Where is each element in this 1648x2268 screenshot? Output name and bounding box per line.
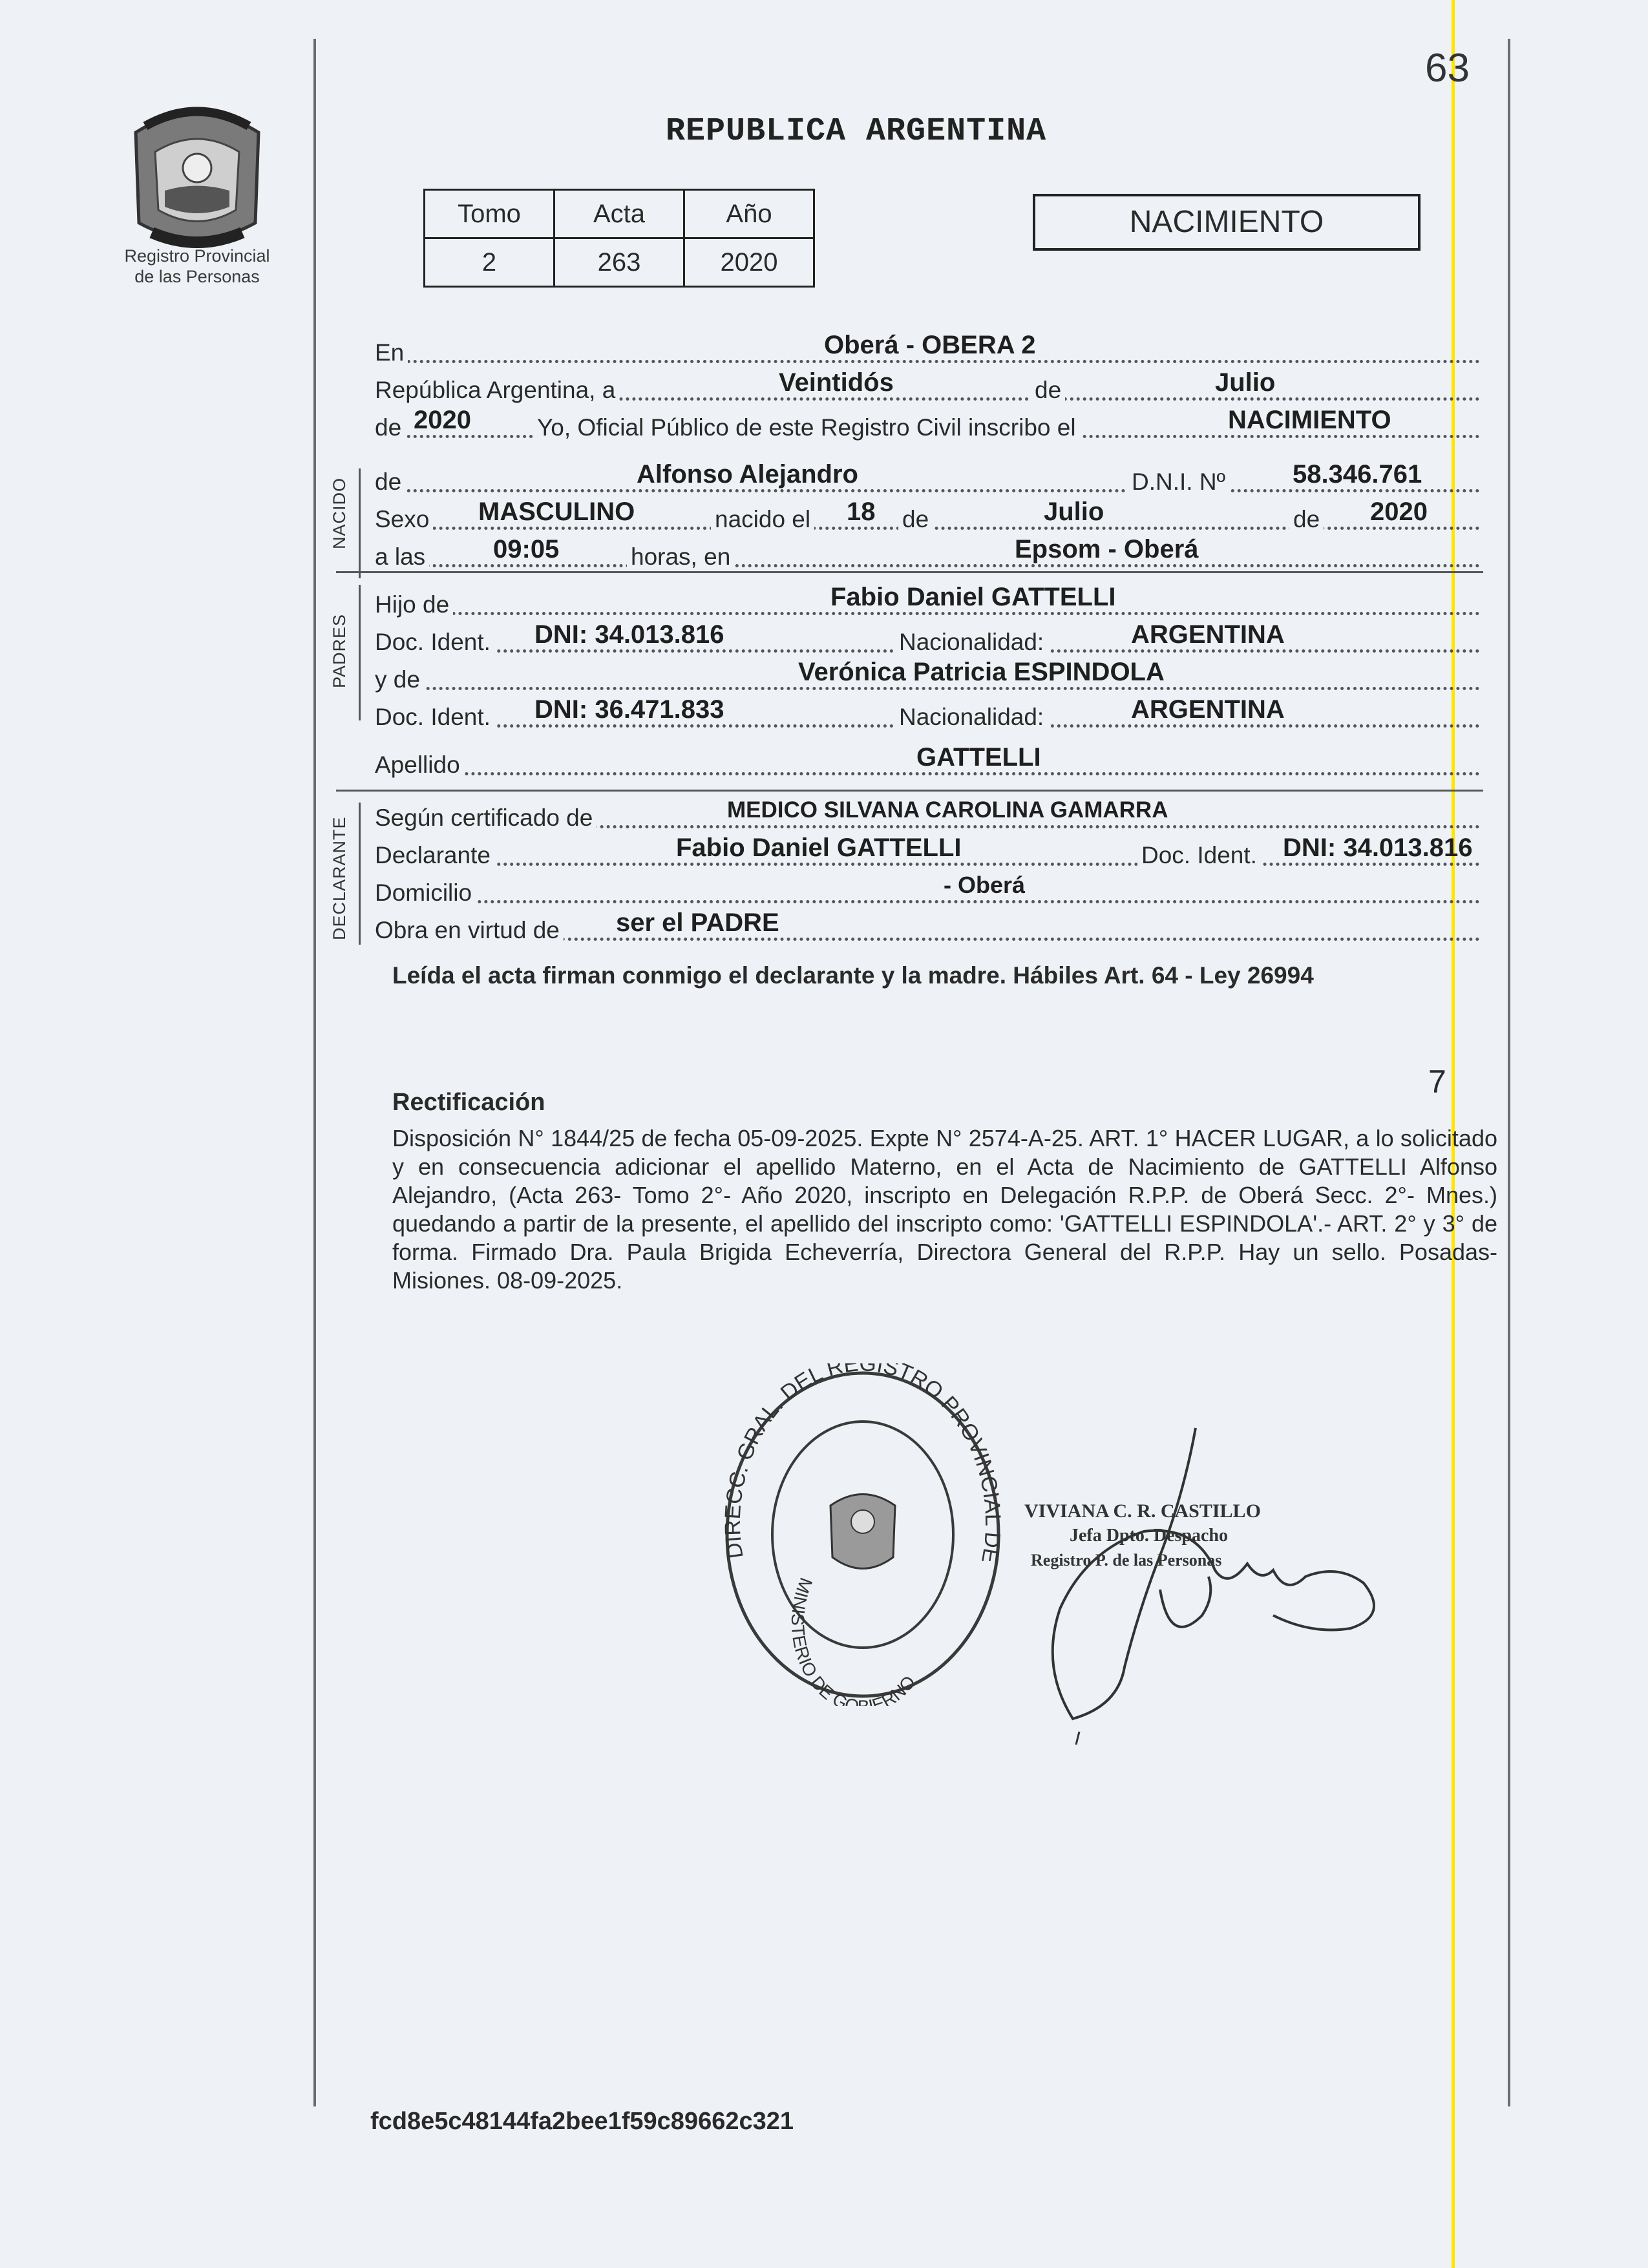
label-republica: República Argentina, a	[375, 376, 619, 404]
row-hijo	[375, 582, 1480, 619]
row-father-doc	[375, 619, 1480, 656]
row-mother	[375, 656, 1480, 694]
label-a-las: a las	[375, 543, 429, 571]
label-apellido: Apellido	[375, 751, 464, 779]
row-nombre	[375, 459, 1480, 496]
closing-statement: Leída el acta firman conmigo el declarante y la madre. Hábiles Art. 64 - Ley 26994	[392, 962, 1314, 989]
table-value-ano: 2020	[684, 238, 814, 287]
seal-outer-text: DIRECC. GRAL. DEL REGISTRO PROVINCIAL DE	[720, 1363, 1006, 1566]
seal-inner-text: MINISTERIO DE GO IERNO	[787, 1575, 920, 1706]
nacido-bar	[359, 468, 361, 578]
label-de-3: de	[1289, 505, 1324, 534]
row-obra	[375, 907, 1480, 945]
label-nac-father: Nacionalidad:	[895, 628, 1048, 656]
section-declarante: DECLARANTE	[330, 816, 349, 940]
row-hora	[375, 534, 1480, 571]
value-name: Alfonso Alejandro	[637, 460, 858, 488]
table-value-acta: 263	[555, 238, 684, 287]
stamp-line1: VIVIANA C. R. CASTILLO	[1024, 1500, 1261, 1522]
row-certificado	[375, 795, 1480, 832]
document-hash: fcd8e5c48144fa2bee1f59c89662c321	[370, 2108, 794, 2135]
value-month: Julio	[1215, 368, 1276, 397]
value-birth-day: 18	[847, 498, 876, 526]
value-year: 2020	[414, 406, 471, 434]
table-header-tomo: Tomo	[425, 190, 555, 238]
misiones-logo	[116, 94, 278, 255]
label-en: En	[375, 339, 408, 367]
rectification-body: Disposición N° 1844/25 de fecha 05-09-2025. Expte N° 2574-A-25. ART. 1° HACER LUGAR, a lo solicitado y en consecuencia adicionar el apellido Materno, en el Acta de Nacimiento de GATTELLI Alfonso Alejandro, (Acta 263- Tomo 2°- Año 2020, inscripto en Delegación R.P.P. de Oberá Secc. 2°- Mnes.) quedando a partir de la presente, el apellido del inscripto como: 'GATTELLI ESPINDOLA'.- ART. 2° y 3° de forma. Firmado Dra. Paula Brigida Echeverría, Directora General del R.P.P. Hay un sello. Posadas-Misiones. 08-09-2025.	[392, 1125, 1497, 1294]
label-obra: Obra en virtud de	[375, 916, 564, 945]
label-nacido-el: nacido el	[711, 505, 814, 534]
label-horas-en: horas, en	[627, 543, 734, 571]
value-mother: Verónica Patricia ESPINDOLA	[798, 658, 1165, 686]
label-hijo: Hijo de	[375, 591, 453, 619]
handwritten-signature	[1002, 1422, 1389, 1745]
value-capacity: ser el PADRE	[616, 908, 779, 937]
row-sexo	[375, 496, 1480, 534]
value-sexo: MASCULINO	[478, 498, 635, 526]
value-event: NACIMIENTO	[1228, 406, 1391, 434]
registry-caption	[97, 246, 297, 287]
table-value-tomo: 2	[425, 238, 555, 287]
value-declarant-doc: DNI: 34.013.816	[1283, 834, 1473, 862]
value-time: 09:05	[493, 535, 560, 563]
label-certificado: Según certificado de	[375, 804, 597, 832]
row-en	[375, 330, 1480, 367]
value-day-words: Veintidós	[779, 368, 894, 397]
value-father-doc: DNI: 34.013.816	[534, 620, 724, 649]
page-number: 63	[1425, 46, 1470, 90]
value-place: Oberá - OBERA 2	[824, 331, 1036, 359]
row-declarante	[375, 832, 1480, 870]
value-apellido: GATTELLI	[916, 743, 1041, 772]
label-nac-mother: Nacionalidad:	[895, 703, 1048, 731]
country-title: REPUBLICA ARGENTINA	[666, 113, 1047, 150]
label-de: de	[1031, 376, 1065, 404]
value-mother-doc: DNI: 36.471.833	[534, 695, 724, 724]
row-republica	[375, 367, 1480, 404]
rule-nacido	[336, 571, 1483, 573]
value-father-nat: ARGENTINA	[1131, 620, 1285, 649]
record-table	[423, 189, 815, 288]
row-apellido	[375, 742, 1480, 779]
rectification-number: 7	[1428, 1064, 1446, 1100]
label-declarante: Declarante	[375, 841, 494, 870]
section-padres: PADRES	[330, 613, 349, 688]
value-certificate: MEDICO SILVANA CAROLINA GAMARRA	[727, 797, 1168, 823]
row-mother-doc	[375, 694, 1480, 731]
svg-text:MINISTERIO DE GOBIERNO	[788, 1575, 920, 1706]
registry-caption-line2: de las Personas	[134, 267, 260, 286]
stamp-line3: Registro P. de las Personas	[1031, 1551, 1222, 1570]
section-nacido: NACIDO	[330, 477, 349, 549]
value-father: Fabio Daniel GATTELLI	[830, 583, 1116, 611]
rectification-title: Rectificación	[392, 1089, 545, 1116]
row-year	[375, 404, 1480, 442]
left-margin-line	[313, 39, 316, 2106]
value-mother-nat: ARGENTINA	[1131, 695, 1285, 724]
registry-caption-line1: Registro Provincial	[124, 246, 270, 266]
label-de-2: de	[898, 505, 933, 534]
table-header-ano: Año	[684, 190, 814, 238]
stamp-line2: Jefa Dpto. Despacho	[1070, 1526, 1228, 1546]
value-birth-month: Julio	[1044, 498, 1104, 526]
label-domicilio: Domicilio	[375, 879, 476, 907]
right-margin-line	[1508, 39, 1510, 2106]
label-doc-mother: Doc. Ident.	[375, 703, 494, 731]
label-officer: Yo, Oficial Público de este Registro Civil inscribo el	[533, 414, 1080, 442]
rule-padres	[336, 790, 1483, 792]
label-de-year: de	[375, 414, 405, 442]
record-type-box: NACIMIENTO	[1033, 194, 1421, 251]
value-domicile: - Oberá	[944, 872, 1026, 898]
table-header-acta: Acta	[555, 190, 684, 238]
value-dni: 58.346.761	[1293, 460, 1422, 488]
label-de-nombre: de	[375, 468, 405, 496]
value-birth-place: Epsom - Oberá	[1015, 535, 1199, 563]
label-dni: D.N.I. Nº	[1128, 468, 1229, 496]
label-y-de: y de	[375, 666, 424, 694]
label-sexo: Sexo	[375, 505, 433, 534]
label-doc-declarant: Doc. Ident.	[1137, 841, 1261, 870]
value-birth-year: 2020	[1370, 498, 1428, 526]
padres-bar	[359, 585, 361, 720]
declarante-bar	[359, 803, 361, 945]
official-seal	[717, 1363, 1008, 1706]
label-doc-father: Doc. Ident.	[375, 628, 494, 656]
value-declarant: Fabio Daniel GATTELLI	[676, 834, 962, 862]
row-domicilio	[375, 870, 1480, 907]
